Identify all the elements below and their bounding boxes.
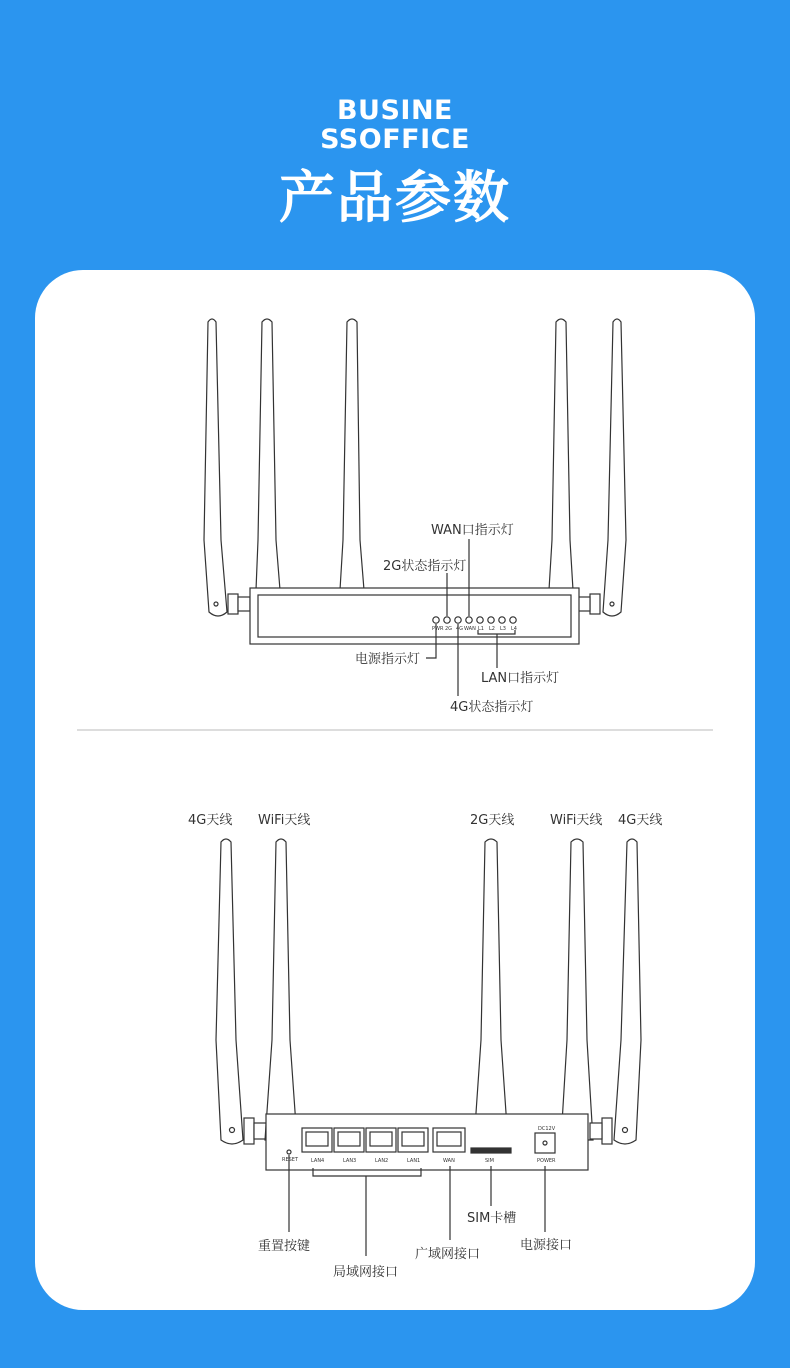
led-mark-l2: L2 <box>489 626 495 632</box>
back-antenna-5 <box>590 839 641 1144</box>
front-antenna-4 <box>549 319 573 590</box>
label-antenna-4: WiFi天线 <box>550 813 603 828</box>
front-panel <box>258 595 571 637</box>
title-en-line2: SSOFFICE <box>320 124 470 155</box>
label-lan-led: LAN口指示灯 <box>481 671 560 686</box>
label-antenna-1: 4G天线 <box>188 813 233 828</box>
label-sim-slot: SIM卡槽 <box>467 1211 517 1226</box>
label-antenna-2: WiFi天线 <box>258 813 311 828</box>
led-mark-pwr: PWR <box>432 626 444 632</box>
label-power-led: 电源指示灯 <box>355 652 421 667</box>
label-antenna-5: 4G天线 <box>618 813 663 828</box>
label-lan-port: 局域网接口 <box>333 1265 399 1280</box>
label-antenna-3: 2G天线 <box>470 813 515 828</box>
label-4g-led: 4G状态指示灯 <box>450 700 534 715</box>
led-mark-l4: L4 <box>511 626 517 632</box>
mark-reset: RESET <box>282 1157 299 1163</box>
front-antenna-3 <box>340 319 364 590</box>
mark-lan1: LAN1 <box>407 1158 421 1164</box>
back-antenna-3 <box>474 839 508 1142</box>
mark-dc: DC12V <box>538 1126 556 1132</box>
front-view <box>204 319 626 715</box>
front-antenna-5 <box>578 319 626 616</box>
label-wan-led: WAN口指示灯 <box>431 523 514 538</box>
front-antenna-1 <box>204 319 250 616</box>
led-mark-4g: 4G <box>456 626 464 632</box>
label-2g-led: 2G状态指示灯 <box>383 559 467 574</box>
mark-wan: WAN <box>443 1158 455 1164</box>
front-antenna-2 <box>256 319 280 590</box>
label-reset-btn: 重置按键 <box>258 1239 311 1254</box>
mark-lan4: LAN4 <box>311 1158 325 1164</box>
led-mark-l1: L1 <box>478 626 484 632</box>
led-mark-wan: WAN <box>464 626 476 632</box>
sim-slot <box>471 1148 511 1153</box>
mark-lan2: LAN2 <box>375 1158 389 1164</box>
label-wan-port: 广域网接口 <box>415 1247 481 1262</box>
title-en-line1: BUSINE <box>336 95 454 126</box>
led-mark-l3: L3 <box>500 626 506 632</box>
led-mark-2g: 2G <box>445 626 453 632</box>
mark-sim: SIM <box>485 1158 494 1164</box>
back-antenna-1 <box>216 839 266 1144</box>
back-antenna-2 <box>265 839 297 1140</box>
title-cn: 产品参数 <box>279 166 511 231</box>
label-power-port: 电源接口 <box>520 1238 573 1253</box>
mark-power: POWER <box>537 1158 556 1164</box>
back-view <box>188 812 662 1280</box>
mark-lan3: LAN3 <box>343 1158 357 1164</box>
back-antenna-4 <box>561 839 593 1140</box>
